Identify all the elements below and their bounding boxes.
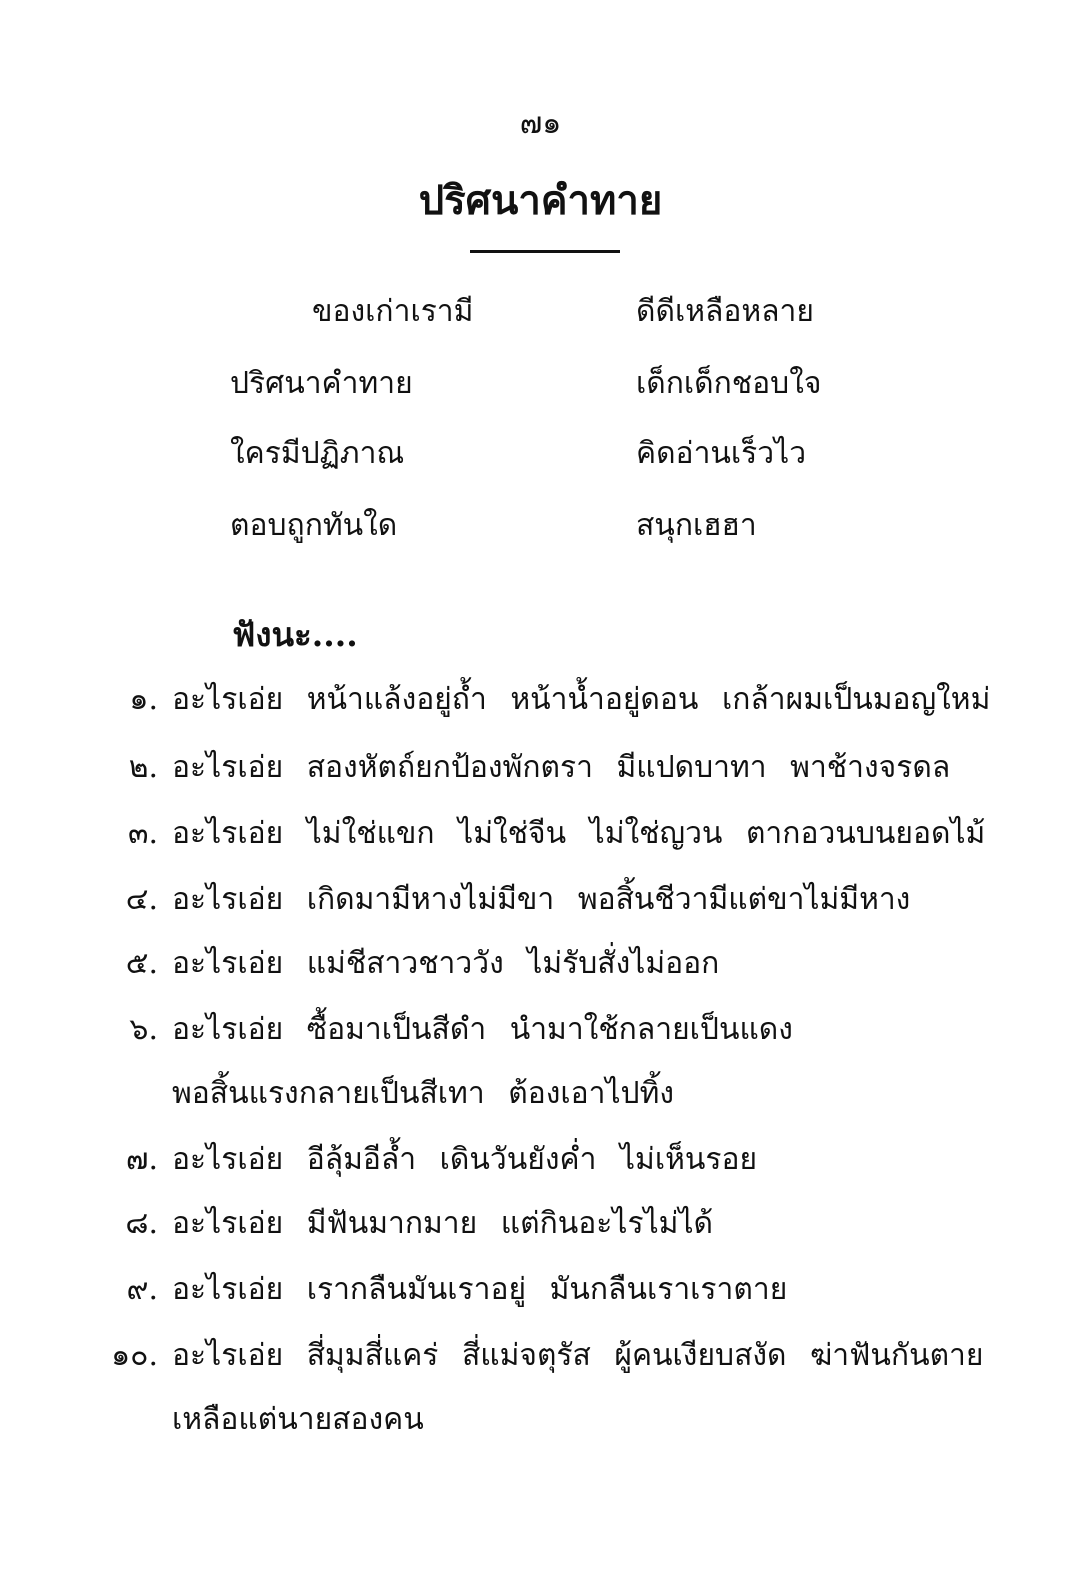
riddle-text: อะไรเอ่ย หน้าแล้งอยู่ถ้ำ หน้าน้ำอยู่ดอน เกล้าผมเป็นมอญใหม่ [172,682,991,717]
riddle-number: ๙. [126,1272,158,1307]
poem-line-4-right: สนุกเฮฮา [636,508,757,543]
riddle-number: ๑๐. [111,1338,158,1373]
poem-line-2-left: ปริศนาคำทาย [230,366,413,401]
poem-line-1-left: ของเก่าเรามี [312,294,474,329]
riddle-text: อะไรเอ่ย สองหัตถ์ยกป้องพักตรา มีแปดบาทา พาช้างจรดล [172,750,951,785]
riddle-number: ๔. [125,882,158,917]
poem-line-4-left: ตอบถูกทันใด [230,508,398,543]
riddle-number: ๖. [129,1012,158,1047]
riddle-text: อะไรเอ่ย ซื้อมาเป็นสีดำ นำมาใช้กลายเป็นแดง [172,1012,793,1047]
riddle-number: ๓. [127,816,158,851]
riddle-text: อะไรเอ่ย ไม่ใช่แขก ไม่ใช่จีน ไม่ใช่ญวน ตากอวนบนยอดไม้ [172,816,986,851]
riddle-number: ๗. [125,1142,158,1177]
poem-line-2-right: เด็กเด็กชอบใจ [636,366,822,401]
section-heading: ฟังนะ.... [232,615,358,654]
riddle-number: ๕. [125,946,158,981]
riddle-number: ๘. [125,1206,158,1241]
poem-line-1-right: ดีดีเหลือหลาย [636,294,814,329]
riddle-continuation: เหลือแต่นายสองคน [172,1402,424,1437]
riddle-number: ๑. [129,682,158,717]
riddle-text: อะไรเอ่ย เกิดมามีหางไม่มีขา พอสิ้นชีวามีแต่ขาไม่มีหาง [172,882,911,917]
riddle-text: อะไรเอ่ย เรากลืนมันเราอยู่ มันกลืนเราเราตาย [172,1272,788,1307]
riddle-text: อะไรเอ่ย มีฟันมากมาย แต่กินอะไรไม่ได้ [172,1206,714,1241]
riddle-continuation: พอสิ้นแรงกลายเป็นสีเทา ต้องเอาไปทิ้ง [172,1076,675,1111]
poem-line-3-right: คิดอ่านเร็วไว [636,436,807,471]
riddle-text: อะไรเอ่ย แม่ชีสาวชาววัง ไม่รับสั่งไม่ออก [172,946,720,981]
riddle-number: ๒. [128,750,158,785]
riddle-text: อะไรเอ่ย อีลุ้มอีล้ำ เดินวันยังค่ำ ไม่เห็นรอย [172,1142,758,1177]
poem-line-3-left: ใครมีปฏิภาณ [230,436,405,471]
riddle-text: อะไรเอ่ย สี่มุมสี่แคร่ สี่แม่จตุรัส ผู้คนเงียบสงัด ฆ่าฟันกันตาย [172,1338,984,1373]
page-title: ปริศนาคำทาย [418,177,663,224]
page-number: ๗๑ [519,106,562,141]
title-underline [470,250,620,253]
